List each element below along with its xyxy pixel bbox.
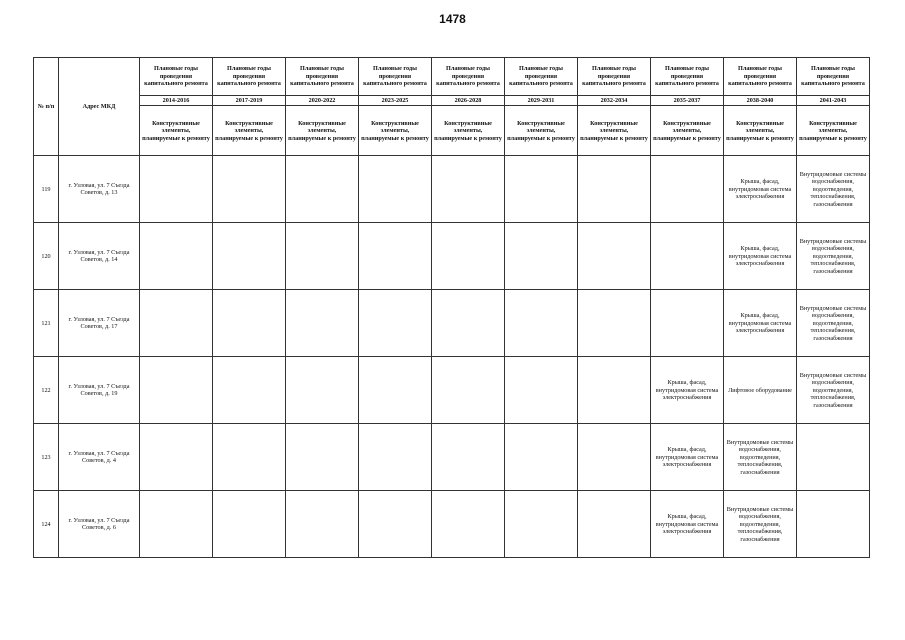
repair-elements-cell: Крыша, фасад, внутридомовая система электроснабжения — [724, 290, 797, 357]
repair-schedule-table — [33, 57, 870, 558]
repair-elements-cell — [505, 223, 578, 290]
row-number: 123 — [34, 424, 59, 491]
row-address: г. Узловая, ул. 7 Съезда Советов, д. 6 — [59, 491, 140, 558]
header-year: 2020-2022 — [286, 96, 359, 106]
repair-elements-cell — [651, 156, 724, 223]
repair-elements-cell — [286, 357, 359, 424]
header-elements: Конструктивные элементы, планируемые к ремонту — [286, 106, 359, 156]
header-elements: Конструктивные элементы, планируемые к ремонту — [213, 106, 286, 156]
repair-elements-cell: Внутридомовые системы водоснабжения, водоотведения, теплоснабжения, газоснабжения — [797, 156, 870, 223]
header-elements: Конструктивные элементы, планируемые к ремонту — [797, 106, 870, 156]
repair-elements-cell — [140, 156, 213, 223]
header-elements: Конструктивные элементы, планируемые к ремонту — [578, 106, 651, 156]
repair-elements-cell: Внутридомовые системы водоснабжения, водоотведения, теплоснабжения, газоснабжения — [797, 357, 870, 424]
repair-elements-cell — [432, 156, 505, 223]
repair-elements-cell: Крыша, фасад, внутридомовая система электроснабжения — [651, 424, 724, 491]
row-number: 124 — [34, 491, 59, 558]
table-row — [34, 156, 870, 223]
table-row — [34, 357, 870, 424]
header-year: 2026-2028 — [432, 96, 505, 106]
page-number: 1478 — [439, 12, 466, 26]
header-plan-label: Плановые годы проведения капитального ремонта — [213, 58, 286, 96]
repair-elements-cell — [505, 424, 578, 491]
row-number: 121 — [34, 290, 59, 357]
header-plan-label: Плановые годы проведения капитального ремонта — [140, 58, 213, 96]
repair-elements-cell — [797, 491, 870, 558]
header-row-elements — [34, 106, 870, 156]
header-elements: Конструктивные элементы, планируемые к ремонту — [724, 106, 797, 156]
repair-elements-cell: Крыша, фасад, внутридомовая система электроснабжения — [651, 491, 724, 558]
repair-elements-cell — [359, 357, 432, 424]
row-address: г. Узловая, ул. 7 Съезда Советов, д. 17 — [59, 290, 140, 357]
header-plan-label: Плановые годы проведения капитального ремонта — [578, 58, 651, 96]
repair-elements-cell — [651, 290, 724, 357]
repair-elements-cell — [140, 223, 213, 290]
repair-elements-cell — [505, 290, 578, 357]
repair-elements-cell — [359, 290, 432, 357]
header-row-years — [34, 96, 870, 106]
repair-elements-cell — [578, 424, 651, 491]
header-plan-label: Плановые годы проведения капитального ремонта — [432, 58, 505, 96]
row-address: г. Узловая, ул. 7 Съезда Советов, д. 14 — [59, 223, 140, 290]
row-address: г. Узловая, ул. 7 Съезда Советов, д. 19 — [59, 357, 140, 424]
row-number: 120 — [34, 223, 59, 290]
repair-elements-cell — [359, 223, 432, 290]
header-elements: Конструктивные элементы, планируемые к ремонту — [651, 106, 724, 156]
repair-elements-cell — [213, 223, 286, 290]
repair-elements-cell — [213, 156, 286, 223]
repair-elements-cell: Крыша, фасад, внутридомовая система электроснабжения — [651, 357, 724, 424]
header-row-plan — [34, 58, 870, 96]
header-elements: Конструктивные элементы, планируемые к ремонту — [359, 106, 432, 156]
repair-elements-cell: Внутридомовые системы водоснабжения, водоотведения, теплоснабжения, газоснабжения — [797, 223, 870, 290]
repair-elements-cell: Лифтовое оборудование — [724, 357, 797, 424]
repair-elements-cell — [578, 156, 651, 223]
repair-elements-cell — [578, 290, 651, 357]
repair-elements-cell: Крыша, фасад, внутридомовая система электроснабжения — [724, 156, 797, 223]
table-row — [34, 491, 870, 558]
row-number: 119 — [34, 156, 59, 223]
header-elements: Конструктивные элементы, планируемые к ремонту — [432, 106, 505, 156]
repair-elements-cell — [651, 223, 724, 290]
header-year: 2041-2043 — [797, 96, 870, 106]
header-plan-label: Плановые годы проведения капитального ремонта — [797, 58, 870, 96]
header-plan-label: Плановые годы проведения капитального ремонта — [505, 58, 578, 96]
repair-elements-cell — [432, 357, 505, 424]
header-plan-label: Плановые годы проведения капитального ремонта — [724, 58, 797, 96]
repair-elements-cell — [286, 424, 359, 491]
header-year: 2032-2034 — [578, 96, 651, 106]
header-year: 2023-2025 — [359, 96, 432, 106]
repair-elements-cell — [432, 223, 505, 290]
repair-elements-cell — [432, 290, 505, 357]
header-year: 2035-2037 — [651, 96, 724, 106]
repair-elements-cell — [578, 223, 651, 290]
repair-elements-cell — [578, 357, 651, 424]
repair-elements-cell — [359, 156, 432, 223]
repair-elements-cell — [286, 223, 359, 290]
repair-elements-cell — [140, 424, 213, 491]
repair-elements-cell: Внутридомовые системы водоснабжения, водоотведения, теплоснабжения, газоснабжения — [797, 290, 870, 357]
repair-elements-cell — [359, 424, 432, 491]
header-elements: Конструктивные элементы, планируемые к ремонту — [505, 106, 578, 156]
header-plan-label: Плановые годы проведения капитального ремонта — [359, 58, 432, 96]
header-address: Адрес МКД — [59, 58, 140, 156]
row-number: 122 — [34, 357, 59, 424]
repair-elements-cell — [213, 290, 286, 357]
repair-elements-cell — [140, 357, 213, 424]
repair-elements-cell — [140, 491, 213, 558]
repair-elements-cell — [213, 491, 286, 558]
table-row — [34, 290, 870, 357]
repair-elements-cell — [797, 424, 870, 491]
repair-elements-cell — [578, 491, 651, 558]
repair-elements-cell — [505, 357, 578, 424]
repair-elements-cell — [505, 156, 578, 223]
repair-elements-cell — [505, 491, 578, 558]
repair-elements-cell — [359, 491, 432, 558]
table-body — [34, 156, 870, 558]
row-address: г. Узловая, ул. 7 Съезда Советов, д. 13 — [59, 156, 140, 223]
repair-elements-cell — [140, 290, 213, 357]
repair-elements-cell: Крыша, фасад, внутридомовая система электроснабжения — [724, 223, 797, 290]
repair-elements-cell — [213, 424, 286, 491]
repair-elements-cell — [432, 491, 505, 558]
header-year: 2029-2031 — [505, 96, 578, 106]
repair-elements-cell — [213, 357, 286, 424]
header-num: № п/п — [34, 58, 59, 156]
table-row — [34, 424, 870, 491]
header-plan-label: Плановые годы проведения капитального ремонта — [286, 58, 359, 96]
repair-elements-cell — [432, 424, 505, 491]
repair-elements-cell — [286, 491, 359, 558]
header-year: 2017-2019 — [213, 96, 286, 106]
repair-elements-cell — [286, 290, 359, 357]
header-year: 2038-2040 — [724, 96, 797, 106]
header-elements: Конструктивные элементы, планируемые к ремонту — [140, 106, 213, 156]
repair-elements-cell: Внутридомовые системы водоснабжения, водоотведения, теплоснабжения, газоснабжения — [724, 424, 797, 491]
repair-elements-cell: Внутридомовые системы водоснабжения, водоотведения, теплоснабжения, газоснабжения — [724, 491, 797, 558]
header-year: 2014-2016 — [140, 96, 213, 106]
repair-elements-cell — [286, 156, 359, 223]
row-address: г. Узловая, ул. 7 Съезда Советов, д. 4 — [59, 424, 140, 491]
header-plan-label: Плановые годы проведения капитального ремонта — [651, 58, 724, 96]
table-row — [34, 223, 870, 290]
